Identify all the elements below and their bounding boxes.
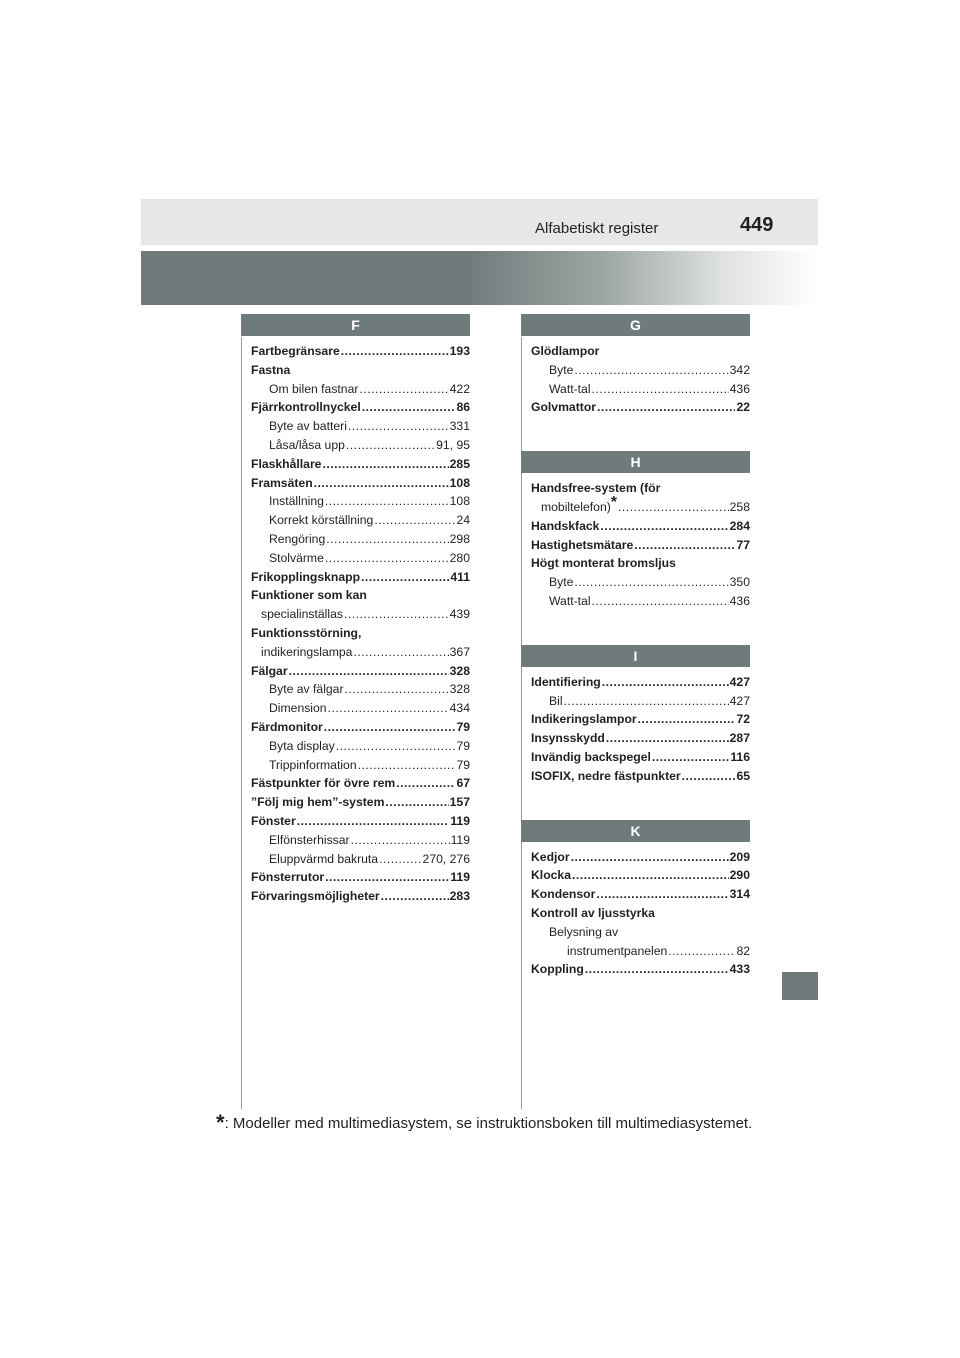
entry-term [549, 361, 573, 380]
entry-page-number: 157 [449, 795, 470, 810]
index-entry [251, 361, 470, 380]
index-entry [251, 680, 470, 699]
index-entry [251, 624, 470, 643]
entry-page-number: 65 [736, 768, 750, 783]
dot-leader [289, 662, 449, 681]
index-entry [251, 417, 470, 436]
index-entry [251, 774, 470, 793]
entry-term-text: Byte av batteri [269, 419, 347, 434]
entry-term-text: Handskfack [531, 518, 600, 533]
entry-term-text: Elfönsterhissar [269, 832, 350, 847]
entry-term-text: Funktionsstörning, [251, 625, 362, 640]
entry-term-text: Fjärrkontrollnyckel [251, 400, 361, 415]
index-entry [251, 342, 470, 361]
entry-page-number: 331 [449, 419, 470, 434]
entry-page-number: 86 [456, 400, 470, 415]
index-entry [251, 737, 470, 756]
footnote [216, 1110, 752, 1136]
index-section-k [521, 820, 750, 980]
index-entry [531, 536, 750, 555]
entry-term [251, 887, 380, 906]
entry-page-number: 193 [449, 344, 470, 358]
entry-page-number: 79 [456, 719, 470, 734]
dot-leader [592, 380, 729, 399]
dot-leader [341, 342, 449, 361]
entry-term-text: Byte [549, 362, 574, 377]
index-entry [531, 848, 750, 867]
index-entry [251, 398, 470, 417]
entry-term [261, 643, 352, 662]
dot-leader [336, 737, 456, 756]
entry-term-text: Byta display [269, 738, 335, 753]
index-entry [531, 380, 750, 399]
entry-term-text: Kondensor [531, 887, 596, 902]
entry-page-number: 422 [449, 381, 470, 396]
dot-leader [600, 342, 749, 361]
entry-term [531, 398, 596, 417]
dot-leader [326, 530, 448, 549]
entry-page-number: 287 [729, 731, 750, 746]
index-entry [531, 592, 750, 611]
entry-term [531, 517, 599, 536]
entry-term-text: Insynsskydd [531, 731, 605, 746]
entry-term [251, 586, 367, 605]
index-entry [251, 492, 470, 511]
dot-leader [597, 398, 735, 417]
index-entry [251, 831, 470, 850]
entry-term [251, 774, 395, 793]
dot-leader [374, 511, 455, 530]
entry-page-number: 116 [730, 749, 750, 764]
entry-term-text: Om bilen fastnar [269, 381, 359, 396]
dot-leader [592, 592, 729, 611]
dot-leader [291, 361, 469, 380]
index-entry [251, 643, 470, 662]
entry-term-text: Funktioner som kan [251, 588, 367, 603]
entry-page-number: 283 [449, 889, 470, 904]
entry-term [567, 942, 667, 961]
entry-list [241, 336, 470, 906]
dot-leader [381, 887, 449, 906]
entry-page-number: 108 [449, 494, 470, 509]
entry-page-number: 411 [450, 569, 470, 584]
entry-term [531, 554, 676, 573]
entry-term-text: instrumentpanelen [567, 943, 668, 958]
dot-leader [368, 586, 469, 605]
dot-leader [344, 605, 449, 624]
entry-term [531, 885, 595, 904]
dot-leader [585, 960, 729, 979]
entry-page-number: 270, 276 [422, 851, 470, 866]
entry-term-text: Trippinformation [269, 757, 357, 772]
entry-term-text: Låsa/låsa upp [269, 437, 345, 452]
entry-list [521, 842, 750, 980]
entry-term-text: Fälgar [251, 663, 288, 678]
index-column-left [241, 314, 470, 906]
entry-term [531, 536, 633, 555]
entry-term [251, 868, 324, 887]
entry-term-text: Framsäten [251, 475, 313, 490]
entry-page-number: 79 [456, 757, 470, 772]
entry-term-text: Klocka [531, 868, 571, 883]
entry-term [261, 605, 343, 624]
index-entry [531, 923, 750, 942]
entry-page-number: 427 [729, 674, 750, 689]
header-title: Alfabetiskt register [535, 220, 659, 237]
dot-leader [362, 624, 469, 643]
entry-term-text: Eluppvärmd bakruta [269, 851, 379, 866]
entry-term [549, 923, 618, 942]
entry-page-number: 284 [729, 518, 750, 533]
entry-term [251, 624, 361, 643]
entry-term [531, 342, 599, 361]
index-entry [251, 793, 470, 812]
dot-leader [677, 554, 749, 573]
entry-page-number: 22 [736, 400, 750, 415]
entry-page-number: 342 [729, 362, 750, 377]
chapter-side-tab [782, 972, 818, 1000]
entry-page-number: 436 [729, 593, 750, 608]
entry-list [521, 336, 750, 417]
page-number: 449 [740, 214, 774, 236]
entry-page-number: 367 [449, 644, 470, 659]
dot-leader [362, 398, 456, 417]
entry-page-number: 119 [450, 870, 470, 885]
dot-leader [379, 850, 421, 869]
entry-term [251, 455, 321, 474]
index-entry [251, 380, 470, 399]
dot-leader [572, 866, 729, 885]
index-entry [251, 887, 470, 906]
entry-term [251, 361, 290, 380]
section-letter-header: F [241, 314, 470, 336]
entry-term [531, 767, 681, 786]
section-letter-header: H [521, 451, 750, 473]
entry-term-text: Koppling [531, 962, 584, 977]
index-entry [251, 662, 470, 681]
index-entry [531, 692, 750, 711]
dot-leader [606, 729, 729, 748]
dot-leader [564, 692, 729, 711]
index-entry [531, 517, 750, 536]
entry-term-text: Dimension [269, 701, 327, 716]
entry-term [269, 436, 345, 455]
index-entry [251, 530, 470, 549]
dot-leader [571, 848, 729, 867]
index-entry [531, 361, 750, 380]
entry-term-text: Frikopplingsknapp [251, 569, 361, 584]
entry-term [251, 718, 323, 737]
dot-leader [325, 549, 449, 568]
dot-leader [359, 380, 448, 399]
entry-page-number: 82 [736, 943, 750, 958]
entry-term-text: Högt monterat bromsljus [531, 556, 676, 571]
entry-page-number: 79 [456, 738, 470, 753]
entry-term [251, 474, 313, 493]
entry-page-number: 72 [736, 712, 750, 727]
index-entry [531, 904, 750, 923]
dot-leader [297, 812, 450, 831]
entry-term-text: Fastna [251, 362, 291, 377]
entry-term [269, 756, 357, 775]
entry-page-number: 91, 95 [436, 437, 470, 452]
dot-leader [396, 774, 455, 793]
entry-term-text: ISOFIX, nedre fästpunkter [531, 768, 681, 783]
index-entry [251, 868, 470, 887]
entry-term [251, 793, 384, 812]
dot-leader [322, 455, 448, 474]
dot-leader [325, 492, 449, 511]
index-entry [531, 866, 750, 885]
entry-page-number: 209 [729, 849, 750, 864]
entry-term [251, 342, 340, 361]
index-entry [251, 699, 470, 718]
dot-leader [348, 417, 449, 436]
entry-page-number: 119 [450, 813, 470, 828]
index-entry [531, 960, 750, 979]
dot-leader [358, 756, 456, 775]
entry-term [531, 479, 660, 498]
entry-page-number: 298 [449, 531, 470, 546]
entry-term-text: Hastighetsmätare [531, 537, 634, 552]
dot-leader [602, 673, 729, 692]
dot-leader [346, 436, 435, 455]
index-entry [251, 718, 470, 737]
index-entry [251, 756, 470, 775]
index-entry [251, 436, 470, 455]
entry-term [531, 729, 605, 748]
entry-term-text: Identifiering [531, 674, 601, 689]
entry-term-text: Kedjor [531, 849, 570, 864]
index-entry [531, 767, 750, 786]
entry-term-text: Invändig backspegel [531, 749, 651, 764]
entry-page-number: 328 [449, 663, 470, 678]
entry-term [269, 831, 350, 850]
index-entry [531, 493, 750, 517]
dot-leader [634, 536, 735, 555]
entry-term-text: Inställning [269, 494, 324, 509]
entry-term [531, 960, 584, 979]
index-entry [251, 474, 470, 493]
index-entry [251, 812, 470, 831]
entry-page-number: 77 [736, 537, 750, 552]
entry-page-number: 285 [449, 456, 470, 471]
dot-leader [656, 904, 749, 923]
entry-list [521, 473, 750, 611]
index-entry [531, 398, 750, 417]
entry-term [531, 710, 637, 729]
header-band [141, 199, 818, 245]
entry-term-text: Fästpunkter för övre rem [251, 776, 396, 791]
entry-page-number: 314 [729, 887, 750, 902]
footnote-marker: * [216, 1110, 225, 1135]
entry-term [531, 866, 571, 885]
entry-term [269, 680, 344, 699]
entry-page-number: 258 [729, 499, 750, 514]
dot-leader [314, 474, 449, 493]
section-letter-header: I [521, 645, 750, 667]
dot-leader [574, 573, 728, 592]
entry-term [549, 692, 563, 711]
index-entry [531, 342, 750, 361]
entry-page-number: 427 [729, 693, 750, 708]
entry-term [269, 511, 373, 530]
entry-term-text: Förvaringsmöjligheter [251, 889, 380, 904]
entry-term-text: Flaskhållare [251, 456, 322, 471]
dot-leader [351, 831, 450, 850]
index-section-g [521, 314, 750, 417]
entry-term [549, 380, 591, 399]
entry-term [531, 904, 655, 923]
dot-leader [324, 718, 456, 737]
entry-term [251, 568, 360, 587]
footnote-text: : Modeller med multimediasystem, se instruktionsboken till multimediasystemet. [224, 1115, 753, 1132]
index-entry [531, 885, 750, 904]
entry-term-text: Belysning av [549, 924, 619, 939]
entry-page-number: 108 [449, 475, 470, 490]
entry-term-text: Fönster [251, 813, 296, 828]
entry-term [269, 417, 347, 436]
dot-leader [618, 498, 729, 517]
entry-term-text: Watt-tal [549, 381, 591, 396]
entry-term [269, 549, 324, 568]
index-entry [531, 573, 750, 592]
entry-term-text: Korrekt körställning [269, 513, 374, 528]
index-column-right [521, 314, 750, 979]
dot-leader [385, 793, 448, 812]
entry-term [531, 848, 570, 867]
entry-page-number: 290 [729, 868, 750, 883]
decorative-gradient-bar [141, 251, 818, 305]
entry-term-text: Kontroll av ljusstyrka [531, 905, 655, 920]
entry-term-text: Fartbegränsare [251, 344, 340, 358]
index-entry [531, 554, 750, 573]
index-entry [251, 850, 470, 869]
index-entry [531, 942, 750, 961]
entry-term [269, 737, 335, 756]
entry-term [251, 812, 296, 831]
index-entry [251, 511, 470, 530]
index-entry [531, 479, 750, 498]
entry-term-text: Watt-tal [549, 593, 591, 608]
entry-page-number: 280 [449, 550, 470, 565]
entry-page-number: 434 [449, 701, 470, 716]
entry-page-number: 350 [729, 575, 750, 590]
index-section-i [521, 645, 750, 786]
entry-term [549, 592, 591, 611]
index-entry [251, 586, 470, 605]
entry-term [269, 530, 325, 549]
index-entry [251, 549, 470, 568]
dot-leader [652, 748, 729, 767]
entry-term-text: Rengöring [269, 531, 326, 546]
entry-page-number: 433 [729, 962, 750, 977]
entry-term-text: Byte av fälgar [269, 682, 344, 697]
entry-term-text: Färdmonitor [251, 719, 323, 734]
entry-term [269, 492, 324, 511]
index-section-h [521, 451, 750, 611]
entry-term [269, 850, 378, 869]
entry-term-text: Golvmattor [531, 400, 597, 415]
index-entry [531, 729, 750, 748]
entry-page-number: 439 [449, 607, 470, 622]
dot-leader [353, 643, 448, 662]
dot-leader [328, 699, 449, 718]
entry-term-text: Indikeringslampor [531, 712, 637, 727]
entry-term-text: Handsfree-system (för [531, 481, 661, 496]
entry-term-text: Glödlampor [531, 344, 600, 358]
entry-term [251, 398, 361, 417]
entry-term-text: Stolvärme [269, 550, 324, 565]
entry-page-number: 119 [450, 832, 470, 847]
entry-term [549, 573, 573, 592]
entry-term-text: ”Följ mig hem”-system [251, 795, 385, 810]
entry-term-text: Byte [549, 575, 574, 590]
index-entry [251, 455, 470, 474]
entry-term [251, 662, 288, 681]
index-entry [251, 605, 470, 624]
dot-leader [600, 517, 728, 536]
dot-leader [661, 479, 749, 498]
dot-leader [619, 923, 749, 942]
entry-term-text: mobiltelefon) [541, 499, 611, 514]
index-entry [531, 710, 750, 729]
entry-page-number: 67 [456, 776, 470, 791]
entry-page-number: 328 [449, 682, 470, 697]
entry-term [269, 380, 358, 399]
dot-leader [596, 885, 728, 904]
index-entry [531, 748, 750, 767]
entry-term-text: specialinställas [261, 607, 343, 622]
section-letter-header: G [521, 314, 750, 336]
dot-leader [668, 942, 735, 961]
index-section-f [241, 314, 470, 906]
entry-term [531, 748, 651, 767]
entry-term [269, 699, 327, 718]
entry-page-number: 24 [456, 513, 470, 528]
footnote-reference: * [610, 493, 618, 511]
dot-leader [325, 868, 449, 887]
dot-leader [345, 680, 449, 699]
entry-term-text: indikeringslampa [261, 644, 353, 659]
entry-term [531, 673, 601, 692]
entry-list [521, 667, 750, 786]
dot-leader [574, 361, 728, 380]
index-entry [531, 673, 750, 692]
dot-leader [682, 767, 736, 786]
entry-term-text: Bil [549, 693, 563, 708]
entry-term-text: Fönsterrutor [251, 870, 325, 885]
entry-page-number: 436 [729, 381, 750, 396]
index-entry [251, 568, 470, 587]
dot-leader [638, 710, 736, 729]
dot-leader [361, 568, 449, 587]
entry-term [541, 493, 618, 517]
section-letter-header: K [521, 820, 750, 842]
